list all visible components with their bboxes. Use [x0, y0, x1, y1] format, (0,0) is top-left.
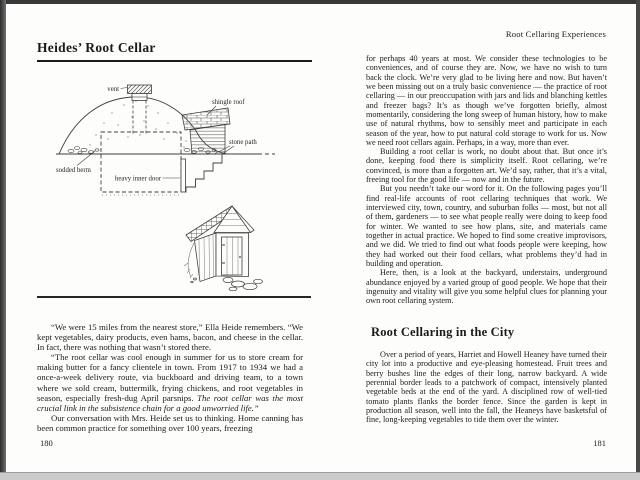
vent-cap — [128, 85, 152, 94]
scan-edge-top — [0, 0, 640, 4]
paragraph — [37, 352, 303, 413]
paragraph: Over a period of years, Harriet and Howell Heaney have turned their city lot into a productive and eye-pleasing homestead. Fruit trees and berry bushes line the edges of their long, narrow backyard. A wide perennial border leads to a patchwork of compact, intensively planted vegetable beds at the end of the yard. A disciplined row of well-tied tomato plants flanks the border fence. Since the garden is kept in production all season, well into the fall, the Heaneys have basketsful of fine, long-keeping vegetables to tide them over the winter. — [366, 350, 607, 425]
hillside-sketch — [184, 243, 194, 278]
sodded-berm-leader-line — [77, 151, 95, 166]
entrance-shed-drawing — [184, 206, 263, 291]
cellar-room-outline — [101, 132, 181, 192]
paragraph — [37, 322, 303, 352]
scan-edge-bottom — [0, 472, 640, 480]
shed-door — [222, 237, 243, 275]
sodded-berm-label: sodded berm — [56, 167, 91, 174]
left-page-body-text — [37, 322, 303, 433]
scan-edge-right — [636, 0, 640, 473]
door-knob — [239, 256, 241, 258]
shingle-roof-label: shingle roof — [212, 99, 245, 106]
stone-path-label: stone path — [229, 139, 257, 146]
paragraph: Building a root cellar is work, no doubt about that. But once it’s done, keeping food there is simplicity itself. Root cellaring, we’re convinced, is more than a forgotten art. We’d say, rather, that it’s a vital, freeing tool for the good life — now and in the future. — [366, 147, 607, 185]
shed-side-wall — [195, 233, 217, 282]
vent-shaft — [133, 101, 146, 135]
figure-rule — [37, 296, 311, 298]
paragraph-text: “We were 15 miles from the nearest store,” Ella Heide remembers. “We kept vegetables, dairy products, even hams, bacon, and cheese in the cellar. In fact, there was nothing that wasn’t stored there. — [37, 322, 303, 353]
section-heading: Root Cellaring in the City — [371, 325, 515, 339]
paragraph: Here, then, is a look at the backyard, understairs, underground abundance enjoyed by a varied group of good people. We hope that their ingenuity and vitality will give you some helpful clues for planning your own root cellaring system. — [366, 268, 607, 306]
left-page-number: 180 — [40, 438, 53, 448]
running-head: Root Cellaring Experiences — [505, 29, 606, 39]
paragraph: But you needn’t take our word for it. On the following pages you’ll find real-life accounts of root cellaring techniques that work. We interviewed city, town, country, and suburban folks — most, but not all of them, gardeners — to see what people really were doing to keep food for winter. We wanted to see how plans, site, and materials came together in actual practice. We hoped to find some creative improvisors, and we did. We tried to find out what foods people were keeping, how they had worked out their food cellars, what problems they’d had in building and operation. — [366, 184, 607, 268]
vent-label: vent — [107, 86, 119, 93]
root-cellar-diagram — [44, 73, 314, 297]
section-body-text — [366, 350, 607, 425]
paragraph: for perhaps 40 years at most. We consider these technologies to be conveniences, and of course they are. Now, we have no wish to turn back the clock. We’re very glad to be living here and now. But haven’t we been missing out on a truly basic convenience — the practice of root cellaring — in our preoccupation with jars and lids and blanching kettles and freezer bags? It’s as though we’ve forgotten briefly, almost momentarily, considering the long sweep of human history, how to make use of natural rhythms, how to sensibly meet and participate in each season of the year, how to put natural cold storage to work for us. Now we need root cellars again. Perhaps, in a way, more than ever. — [366, 54, 607, 147]
right-page-body-text — [366, 54, 607, 305]
paragraph-text: Our conversation with Mrs. Heide set us to thinking. Home canning has been common practice for something over 100 years, freezing — [37, 412, 303, 433]
paragraph-italic-text: The root cellar was the most crucial link in the subsistence chain for a good unworried life.” — [37, 392, 303, 413]
scan-edge-left — [0, 0, 6, 473]
entry-steps — [186, 154, 222, 193]
right-page-number: 181 — [593, 438, 606, 448]
paragraph-text: “The root cellar was cool enough in summer for us to store cream for making butter for a fancy clientele in town. From 1917 to 1934 we had a once-a-week delivery route, via buckboard and driving team, to a town where we sold cream, buttermilk, frying chickens, and root vegetables in season, especially fresh-dug April parsnips. — [37, 352, 303, 403]
inner-door — [181, 159, 186, 192]
paragraph — [37, 413, 303, 433]
entrance-siding-wall — [190, 125, 225, 155]
left-page-heading: Heides’ Root Cellar — [37, 40, 156, 55]
vent-leader-line — [121, 88, 128, 89]
heading-rule — [37, 60, 312, 62]
heavy-inner-door-label: heavy inner door — [114, 175, 161, 183]
